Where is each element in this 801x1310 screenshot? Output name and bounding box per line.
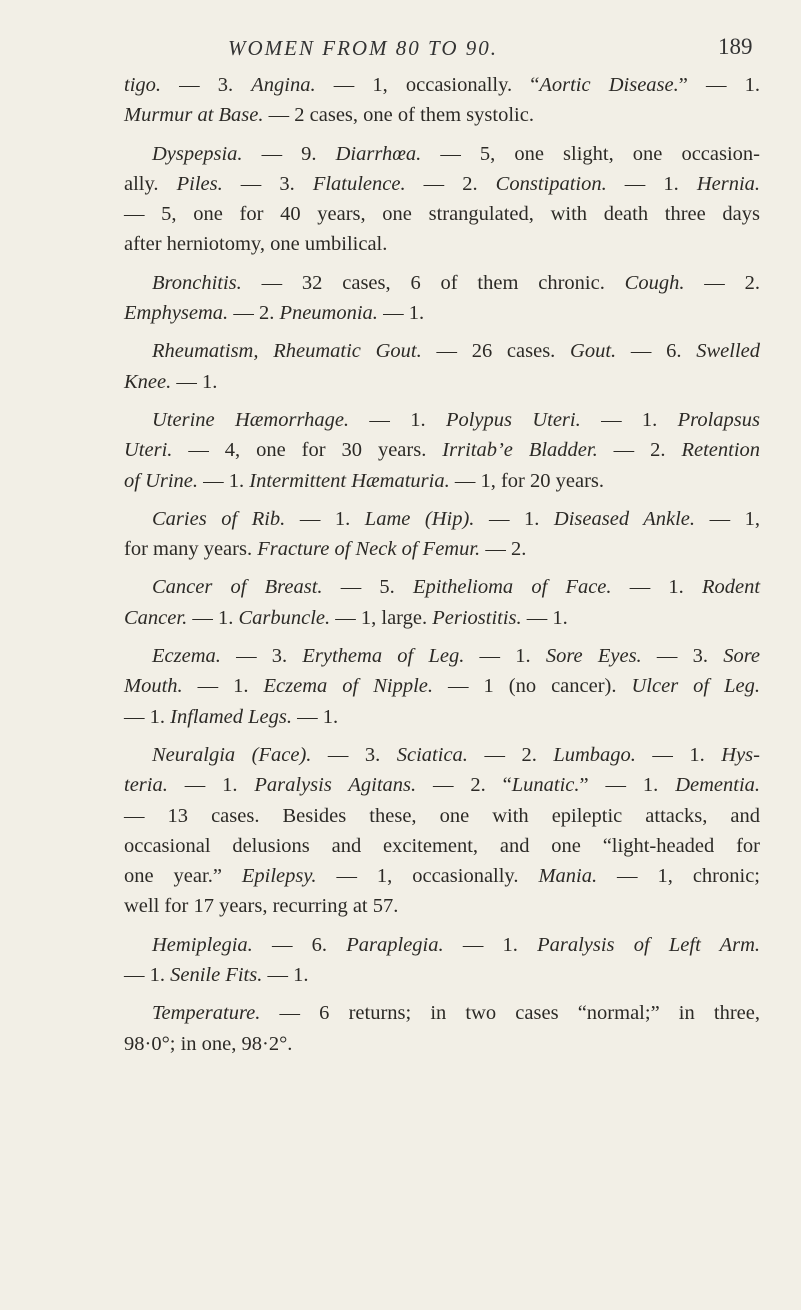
italic-term: Murmur at Base. (124, 104, 264, 127)
text-line (124, 930, 760, 960)
italic-term: Neuralgia (Face). (152, 743, 312, 766)
italic-term: Ulcer of Leg. (631, 675, 760, 698)
text-run: — 5, one for 40 years, one strangulated, with death three days (124, 203, 760, 226)
paragraph-gap (124, 496, 760, 504)
text-run: — 1, for 20 years. (449, 469, 604, 492)
text-line (124, 740, 760, 770)
text-run: — 13 cases. Besides these, one with epileptic attacks, and (124, 804, 760, 827)
text-line (124, 891, 760, 921)
text-run: — 1, occasionally. “ (315, 74, 540, 96)
text-run: — 1. (474, 507, 554, 530)
italic-term: Periostitis. (432, 606, 522, 629)
text-line (124, 861, 760, 891)
italic-term: Sore (723, 645, 761, 668)
text-run: — 3. (311, 743, 397, 766)
text-run: — 1. (606, 172, 697, 195)
text-line (124, 998, 760, 1028)
text-line (124, 831, 760, 861)
text-run: after herniotomy, one umbilical. (124, 233, 388, 256)
text-run: — 1. (285, 507, 365, 530)
text-line (124, 199, 760, 229)
text-run: — 1. (124, 705, 171, 728)
italic-term: Lame (Hip). (364, 507, 475, 530)
page-header (0, 34, 801, 74)
text-run: — 1, (695, 507, 761, 530)
text-run: — 5. (322, 576, 413, 599)
paragraph-gap (124, 633, 760, 641)
italic-term: Inflamed Legs. (170, 705, 292, 728)
text-run: — 2. (597, 439, 682, 462)
paragraph-gap (124, 397, 760, 405)
paragraph-gap (124, 131, 760, 139)
italic-term: tigo. (124, 74, 162, 96)
text-run: well for 17 years, recurring at 57. (124, 895, 399, 918)
body-text (124, 70, 760, 1059)
text-line (124, 466, 760, 496)
italic-term: of Urine. (124, 469, 199, 492)
italic-term: Temperature. (152, 1002, 261, 1025)
italic-term: Cough. (624, 271, 685, 294)
italic-term: Epithelioma of Face. (412, 576, 612, 599)
italic-term: Lumbago. (553, 743, 636, 766)
italic-term: Polypus Uteri. (445, 408, 581, 431)
text-run: — 1. (635, 743, 722, 766)
text-run: — 1. (198, 469, 250, 492)
text-run: — 2. (467, 743, 554, 766)
text-run: 98·0°; in one, 98·2°. (124, 1032, 293, 1055)
italic-term: Angina. (251, 74, 316, 96)
text-run: — 1. (580, 408, 678, 431)
paragraph-gap (124, 260, 760, 268)
italic-term: Lunatic. (511, 774, 580, 797)
text-run: — 2. (405, 172, 496, 195)
text-run: for many years. (124, 538, 258, 561)
text-run: — 1. (291, 705, 339, 728)
text-line (124, 801, 760, 831)
text-run: ” — 1. (678, 74, 760, 96)
italic-term: Constipation. (495, 172, 607, 195)
italic-term: Gout. (570, 340, 617, 363)
text-line (124, 504, 760, 534)
paragraph-gap (124, 328, 760, 336)
italic-term: Irritab’e Bladder. (442, 439, 598, 462)
text-line (124, 572, 760, 602)
italic-term: Paralysis Agitans. (254, 774, 417, 797)
italic-term: Piles. (176, 172, 223, 195)
italic-term: Swelled (696, 340, 761, 363)
italic-term: Mouth. (124, 675, 183, 698)
text-run: — 1 (no cancer). (433, 675, 632, 698)
text-line (124, 336, 760, 366)
text-run: — 26 cases. (421, 340, 571, 363)
text-run: — 1. (464, 645, 546, 668)
italic-term: Diarrhœa. (335, 142, 422, 165)
italic-term: Rheumatism, Rheumatic Gout. (152, 340, 422, 363)
text-run: occasional delusions and excitement, and one “light-headed for (124, 834, 760, 857)
italic-term: Hys- (721, 743, 760, 766)
text-run: — 2. (480, 538, 527, 561)
italic-term: Dyspepsia. (152, 142, 243, 165)
italic-term: Paralysis of Left Arm. (537, 933, 761, 956)
text-line (124, 405, 760, 435)
text-run: — 1, occasionally. (316, 865, 539, 888)
text-run: — 1. (377, 302, 425, 325)
text-run: — 1. (262, 964, 309, 987)
italic-term: Sciatica. (396, 743, 468, 766)
italic-term: Epilepsy. (241, 865, 317, 888)
italic-term: Dementia. (675, 774, 761, 797)
text-run: — 1. (187, 606, 239, 629)
text-run: — 1. (167, 774, 255, 797)
italic-term: Rodent (701, 576, 761, 599)
text-line (124, 770, 760, 800)
paragraph-gap (124, 732, 760, 740)
text-run: — 1. (349, 408, 446, 431)
text-run: — 1. (443, 933, 538, 956)
text-line (124, 169, 760, 199)
italic-term: Prolapsus (677, 408, 761, 431)
italic-term: Eczema. (152, 645, 221, 668)
text-run: — 1, large. (330, 606, 433, 629)
italic-term: Intermittent Hæmaturia. (249, 469, 450, 492)
italic-term: Aortic Disease. (539, 74, 679, 96)
text-run: — 2. (228, 302, 280, 325)
italic-term: Erythema of Leg. (302, 645, 465, 668)
text-line (124, 100, 760, 130)
text-run: — 6. (616, 340, 697, 363)
text-run: — 3. (641, 645, 724, 668)
italic-term: Retention (681, 439, 761, 462)
italic-term: Sore Eyes. (545, 645, 642, 668)
text-line (124, 298, 760, 328)
italic-term: Hemiplegia. (152, 933, 253, 956)
text-run: — 4, one for 30 years. (172, 439, 443, 462)
text-run: — 1. (611, 576, 702, 599)
paragraph-gap (124, 564, 760, 572)
italic-term: Bronchitis. (152, 271, 242, 294)
text-line (124, 367, 760, 397)
text-run: — 3. (220, 645, 303, 668)
italic-term: Cancer. (124, 606, 188, 629)
italic-term: Mania. (538, 865, 598, 888)
italic-term: Uterine Hæmorrhage. (152, 408, 350, 431)
page-number: 189 (718, 34, 753, 59)
italic-term: Caries of Rib. (152, 507, 286, 530)
italic-term: Uteri. (124, 439, 173, 462)
text-run: — 2. “ (416, 774, 512, 797)
text-run: ” — 1. (579, 774, 676, 797)
italic-term: Diseased Ankle. (553, 507, 696, 530)
text-run: — 9. (242, 142, 336, 165)
text-line (124, 960, 760, 990)
text-run: — 1. (521, 606, 568, 629)
text-line (124, 139, 760, 169)
italic-term: Eczema of Nipple. (263, 675, 434, 698)
italic-term: Emphysema. (124, 302, 229, 325)
text-run: — 6 returns; in two cases “normal;” in three, (260, 1002, 760, 1025)
text-line (124, 435, 760, 465)
italic-term: Cancer of Breast. (152, 576, 323, 599)
text-run: — 32 cases, 6 of them chronic. (241, 271, 625, 294)
text-run: — 5, one slight, one occasion- (421, 142, 761, 165)
italic-term: Knee. (124, 370, 172, 393)
text-run: — 1. (124, 964, 171, 987)
text-line (124, 641, 760, 671)
italic-term: Senile Fits. (170, 964, 263, 987)
text-run: one year.” (124, 865, 242, 888)
text-run: — 2. (684, 271, 761, 294)
text-run: — 1. (171, 370, 218, 393)
text-run: ally. (124, 172, 177, 195)
text-line (124, 671, 760, 701)
text-run: — 2 cases, one of them systolic. (263, 104, 534, 127)
text-line (124, 268, 760, 298)
paragraph-gap (124, 922, 760, 930)
text-run: — 3. (161, 74, 252, 96)
text-line (124, 603, 760, 633)
italic-term: Pneumonia. (279, 302, 378, 325)
text-run: — 1, chronic; (597, 865, 760, 888)
italic-term: Paraplegia. (346, 933, 444, 956)
text-run: — 3. (222, 172, 313, 195)
italic-term: teria. (124, 774, 168, 797)
text-line (124, 534, 760, 564)
italic-term: Flatulence. (312, 172, 406, 195)
italic-term: Fracture of Neck of Femur. (257, 538, 481, 561)
text-line (124, 70, 760, 100)
text-line (124, 1029, 760, 1059)
text-line (124, 229, 760, 259)
italic-term: Carbuncle. (238, 606, 331, 629)
text-line (124, 702, 760, 732)
text-run: — 6. (252, 933, 347, 956)
italic-term: Hernia. (696, 172, 761, 195)
text-run: — 1. (182, 675, 264, 698)
paragraph-gap (124, 990, 760, 998)
running-title: WOMEN FROM 80 TO 90. (228, 36, 499, 60)
